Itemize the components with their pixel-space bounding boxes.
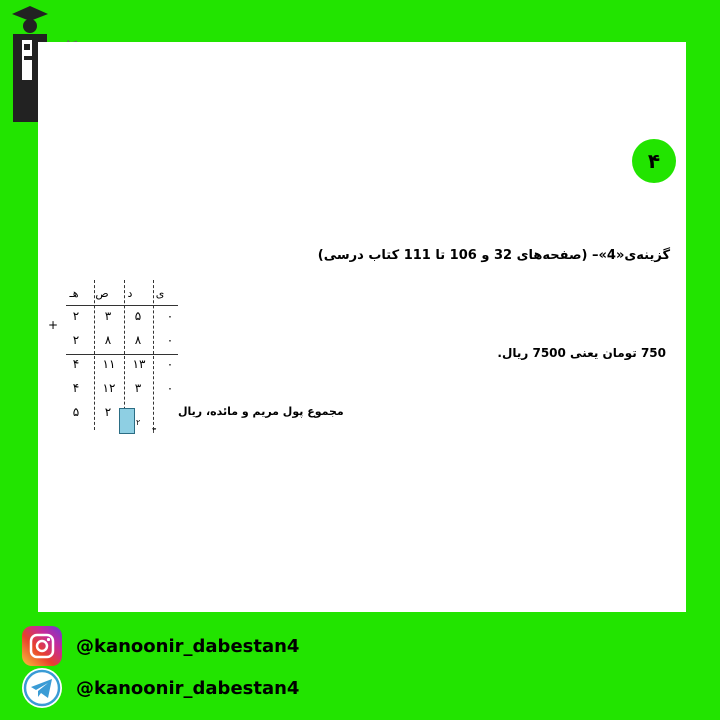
carry-digit: ۲ — [136, 418, 141, 427]
instagram-handle[interactable]: @kanoonir_dabestan4 — [76, 635, 300, 657]
table-cell: ۴ — [72, 357, 80, 371]
table-cell: ۳ — [134, 381, 142, 395]
instagram-row[interactable] — [22, 626, 322, 666]
carry-digit: ۳ — [152, 426, 157, 435]
telegram-icon — [22, 668, 62, 708]
table-cell: ۱۲ — [102, 381, 116, 395]
header-dahgan: د — [127, 287, 133, 300]
content-card — [38, 42, 686, 612]
table-cell: ۵ — [134, 309, 142, 323]
plus-sign: + — [48, 318, 59, 332]
sum-rule — [66, 354, 178, 355]
highlight-box — [119, 408, 135, 434]
question-number-badge: ۴ — [632, 139, 676, 183]
total-label: مجموع پول مریم و مائده، ریال — [178, 405, 344, 418]
table-cell: ۳ — [104, 309, 112, 323]
table-cell: ۸ — [104, 333, 112, 347]
header-sadgan: ص — [95, 287, 109, 300]
table-cell: ۰ — [166, 309, 174, 323]
table-cell: ۰ — [166, 381, 174, 395]
answer-line: گزینه‌ی«4»– (صفحه‌های 32 و 106 تا 111 کتاب درسی) — [317, 248, 670, 263]
header-rule — [66, 305, 178, 306]
table-cell: ۸ — [134, 333, 142, 347]
table-cell: ۲ — [104, 405, 112, 419]
header-hezargan: هـ — [69, 287, 79, 300]
money-line: 750 تومان یعنی 7500 ریال. — [497, 346, 666, 360]
table-cell: ۰ — [166, 357, 174, 371]
table-cell: ۲ — [72, 309, 80, 323]
column-divider — [153, 280, 154, 430]
table-cell: ۵ — [72, 405, 80, 419]
table-cell: ۱۱ — [102, 357, 116, 371]
table-cell: ۲ — [72, 333, 80, 347]
header-yekan: ی — [155, 287, 165, 300]
telegram-row[interactable] — [22, 668, 322, 708]
table-cell: ۰ — [166, 333, 174, 347]
column-divider — [94, 280, 95, 430]
table-cell: ۱۳ — [132, 357, 146, 371]
table-cell: ۴ — [72, 381, 80, 395]
telegram-handle[interactable]: @kanoonir_dabestan4 — [76, 677, 300, 699]
instagram-icon — [22, 626, 62, 666]
